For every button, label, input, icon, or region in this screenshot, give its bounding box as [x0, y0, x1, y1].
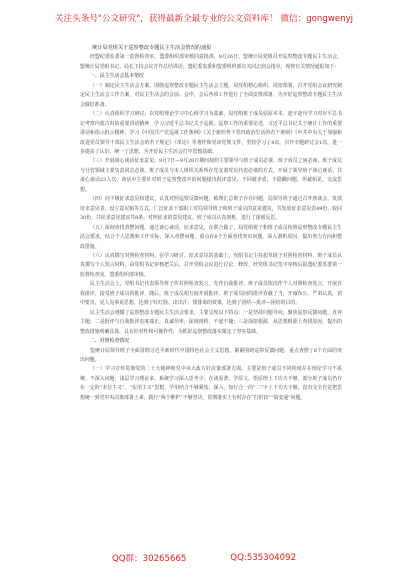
- qq-number-text: QQ:535304092: [230, 553, 297, 563]
- paragraph: （二）认真组织学习研讨。以党组理论学习中心组学习为基础，局党组班子成员原原本本、逐字逐句学习对应平总书记考察内蒙古时的重要讲话精神，学习习近平总书记关于巡视、巡察工作的重要论述，习近平总书记关于统计工作的重要讲话和指示批示精神，学习《中国共产党巡视工作条例》《关于新形势下党内政治生活的若干准则》《中共中央关于加强和改进党员领导干部民主生活会的若干规定》《革论》等著作和党章党规文件，坚持学习了4次，召开专题研讨会1次，进一步提高了认识，统一了思想，为开好民主生活会打牢思想基础。: [80, 111, 342, 155]
- paragraph: （三）开展谈心谈话征求意见。9月7日—9月20日期间按照主要领导与班子成员必谈、班子成员之间必谈、班子成员与分管领域主要负责同志必谈、班子成员与本人组织关系所在党支部党员代表必谈的方式，开展了领导班子谈心谈话，共谈心谈话23人次，谈话中主要针对班子巡察整改中的问题提出批评意见，不回避矛盾，不隐瞒问题，坦诚相见、交流思想。: [80, 158, 342, 193]
- paragraph: 盟统计局领导班子全面贯彻习近平新时代中国特色社会主义思想，紧紧围绕巡察反馈问题，重点查摆了6个方面的突出问题。: [80, 347, 342, 363]
- qq-group-text: QQ群：30265665: [111, 554, 187, 564]
- paragraph: （五）深刻查找查摆问题。通过谈心谈话、征求意见，在联合做了，局党组班子和班子成员按照巡察整改专题民主生活会要求，结合个人思想和工作实际，深入查摆问题，重点在6个方面查找突出问题，深入剖析原因，提出努力方向和整改措施。: [80, 224, 342, 250]
- document-title: 统计局党组关于巡察整改专题民主生活会情况的通报: [92, 45, 212, 51]
- top-banner-text: 关注头条号"公文研究"，获得最新全最专业的公文资料库！ 微信：gongwenyj: [54, 14, 354, 24]
- paragraph: （一）制定民主生活会方案。围绕巡察整改专题民主生活会主题，局党组精心组织、周密部署，召开党组会议研究制定民主生活会工作方案，对民主生活会的会前、会中、会后各项工作进行了全面安排部署，为开好巡察整改专题民主生活会做好准备。: [80, 82, 342, 108]
- bottom-banner: [0, 548, 408, 568]
- paragraph: 民主生活会遵循了巡察整改专题民主生活会要求，主要呈现以下特点：一是坚持问题导向，聚焦巡察反馈问题，直奔主题；二是批评与自我批评态度端正，真诚坦率，深刻剖析，不遮不掩；三是深挖根源，从思想根源上查找原因，提出的整改措施明确具体，具有针对性和可操作性，为抓好巡察整改落实奠定了坚实基础。: [80, 309, 342, 335]
- paragraph: （四）向下级征求意见和建议。认真对照巡察反馈问题，梳理汇总班子存在问题，局领导班子通过召开座谈会、发放征求意见表、设立意见箱等方式，广泛征求干部职工对局领导班子和班子成员的意见建议，共发放征求意见表49份，收回30份，共征求意见建议共8条。对照征求的意见建议，班子成员认真剖析，进行了深刻反思。: [80, 196, 342, 222]
- top-banner: [0, 0, 408, 36]
- document-paragraphs: [80, 53, 342, 403]
- document-body: [80, 44, 342, 403]
- paragraph: 经盟纪委监委第一监督检查室、盟委组织部审核同意批准，9月26日，盟统计局党组召开巡察整改专题民主生活会。盟统计局党组书记、局长主持会议并作总结讲话。盟纪委监委和盟委组织部有关同志到会指导。现将有关情况通报如下：: [80, 54, 342, 70]
- section-heading: 二、对照检查情况: [90, 338, 130, 345]
- paragraph: （六）认真撰写对照检查材料。在学习研讨、征求意见的基础上，党组书记主持起草班子对照检查材料，班子成员认真撰写个人发言材料，由党组书记审核把关后，召开党组会议进行讨论、修改，经党组书记签字审核后报盟纪委监委第一监督检查室、盟委组织部审核。: [80, 252, 342, 278]
- paragraph: （一）学习宣传贯彻党的二十大精神和党中央大政方针决策部署方面。主要是班子成员不同程度存在理论学习不系统、不深入问题，浅层学习理论多、系统学习深入思考少；在读原著、学原文、悟原理上下功夫不够，部分班子成员仍存在一定的“本位主义”、“实用主义”思想，学用结合不够紧密、深入，知行合一的“二”字上下功夫不够。没有完全自觉把思想统一到党中央决策部署上来，践行“两个维护”不够坚决，贯彻落实上有时存在“打折扣”“搞变通”问题。: [80, 366, 342, 401]
- section-heading: 一、民主生活会基本情况: [90, 73, 144, 80]
- paragraph: 民主生活会上，党组书记代表领导班子作对照检查发言，先作自我批评，班子成员依次作个人对照检查发言，开展自我批评，接受班子成员的批评，随后，班子成员相互间开展批评，班子成员间的批评直截了当，开诚布公，严肃认真，切中要害，见人见事见思想，达到了红红脸、出出汗、排排毒的效果，达到了团结—批评—团结的目的。: [80, 281, 342, 307]
